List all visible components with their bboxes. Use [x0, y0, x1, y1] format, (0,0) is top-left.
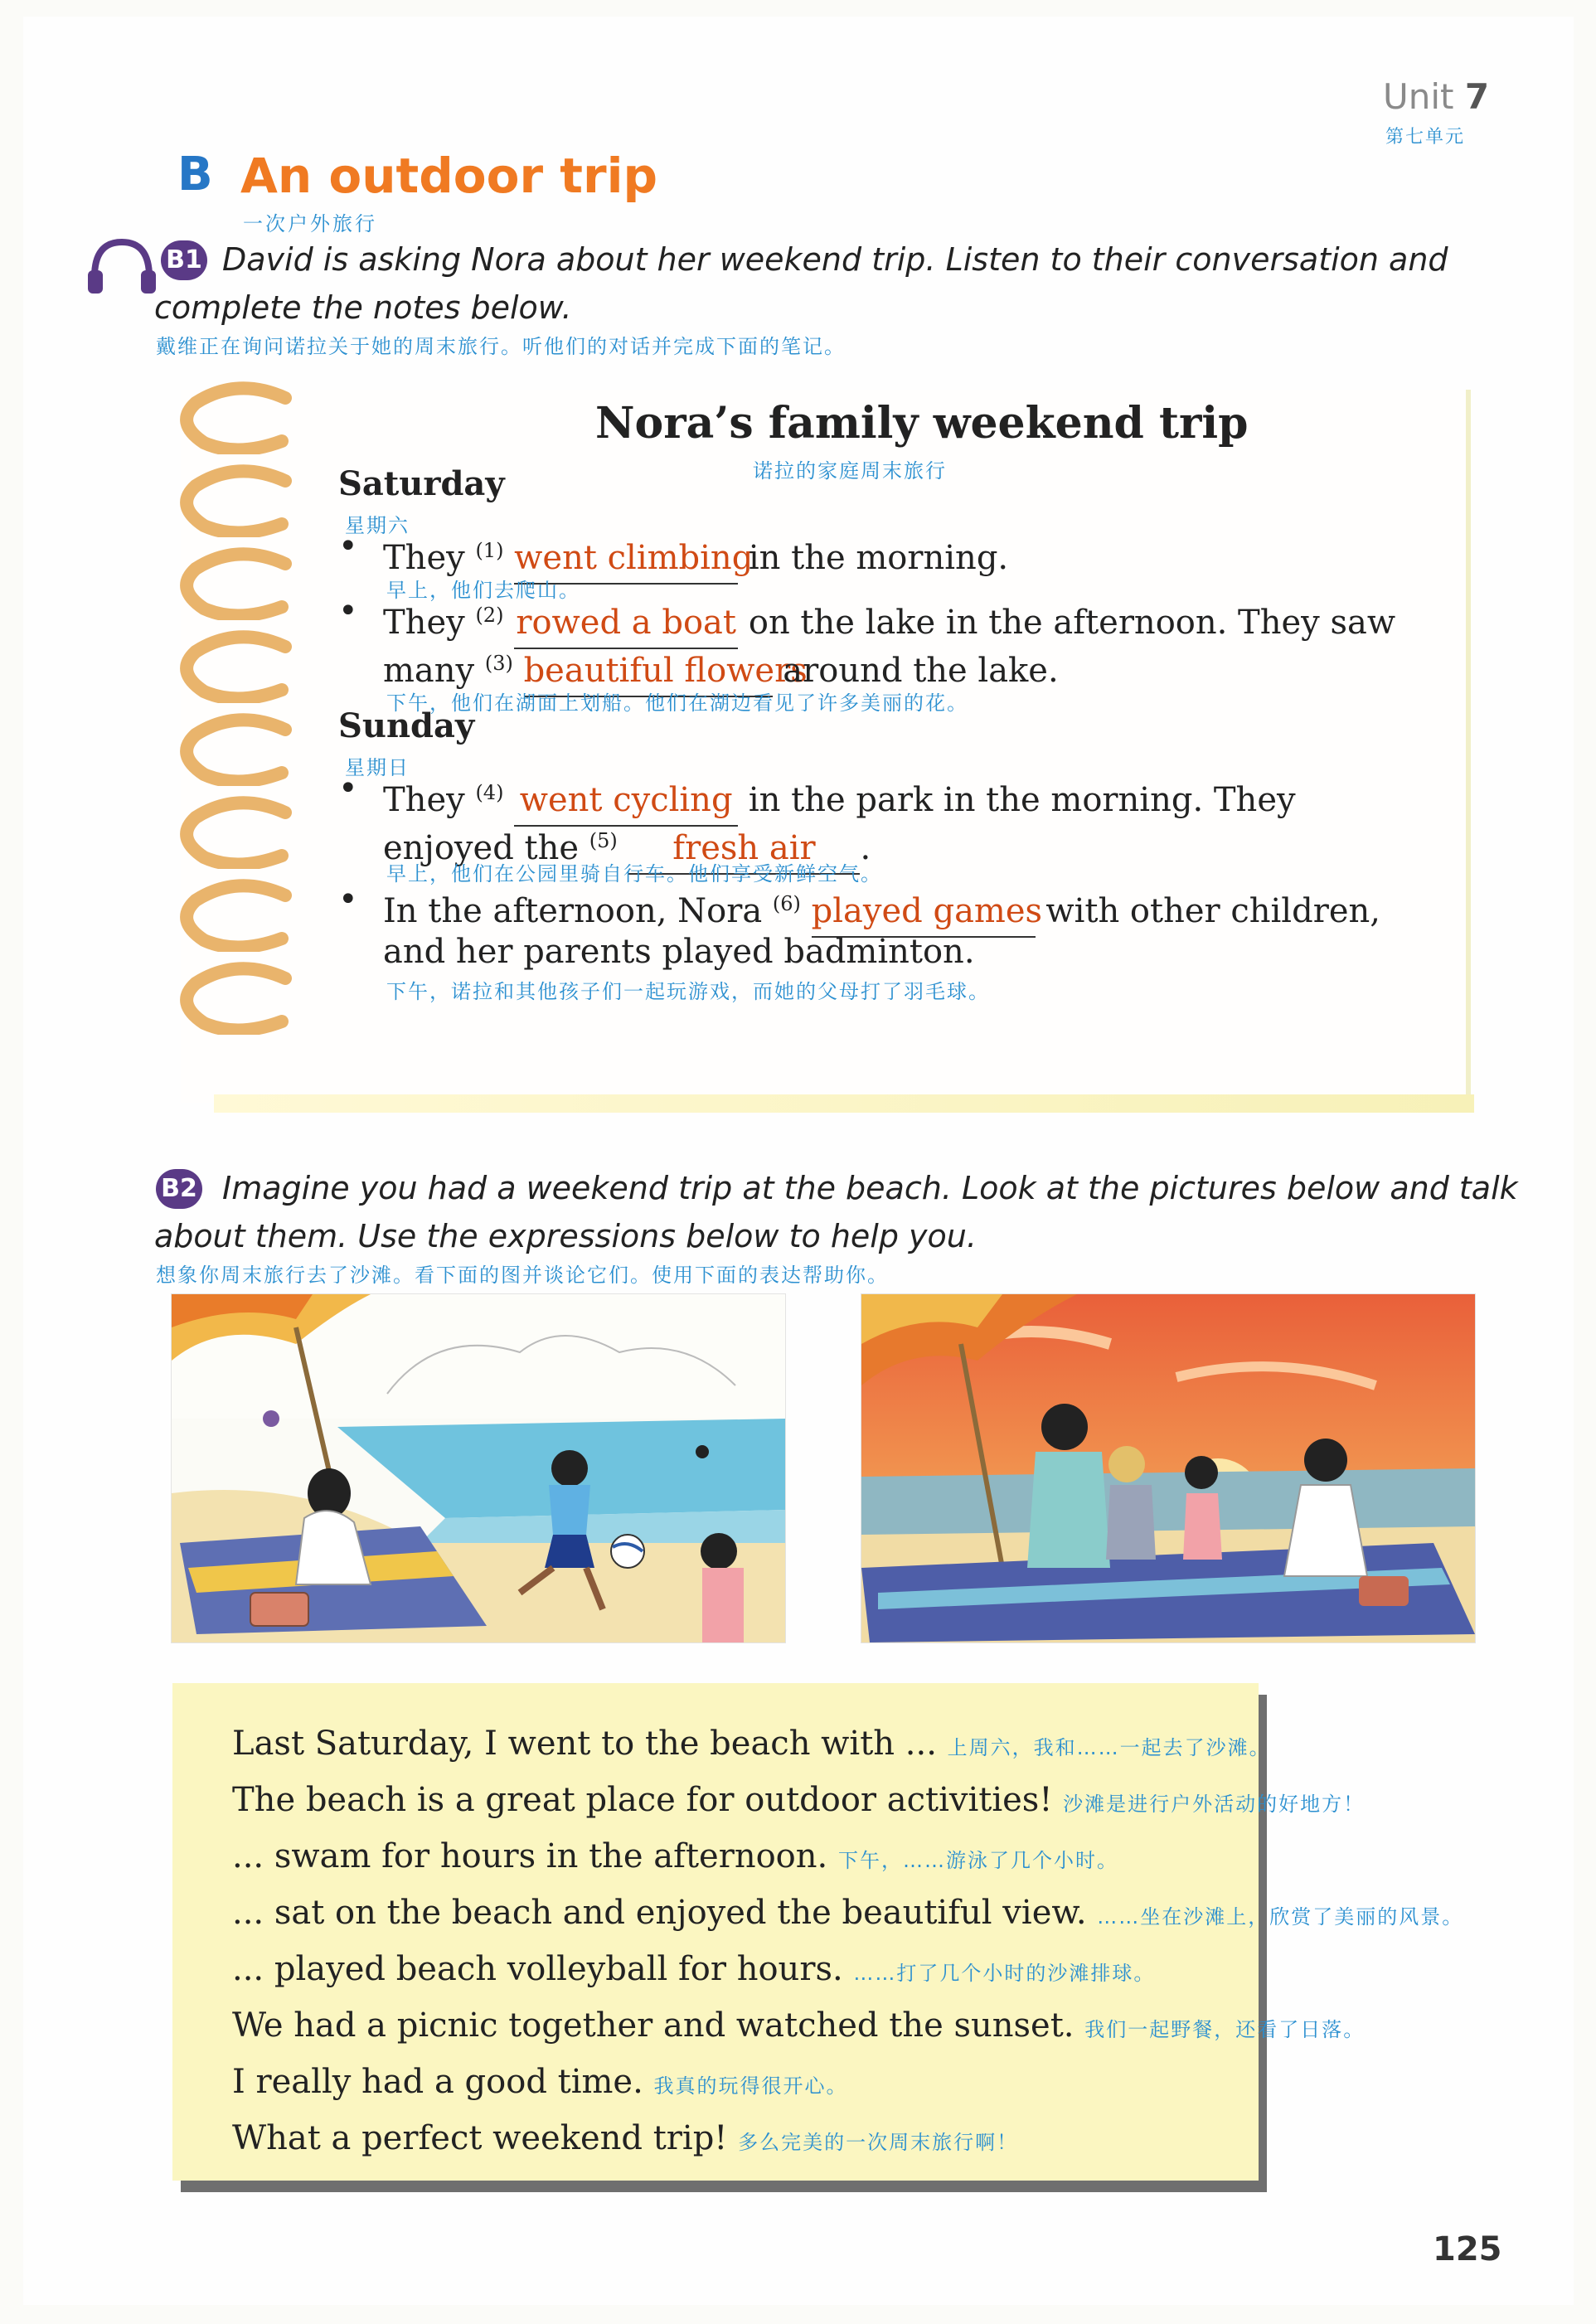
b2-badge: B2 [156, 1169, 202, 1209]
spiral-ring-icon [179, 713, 293, 786]
b2-instruction-line1: Imagine you had a weekend trip at the beach. Look at the pictures below and talk [222, 1170, 1518, 1206]
note-line-4: In the afternoon, Nora $^{(6)}$ played games with other children, [383, 879, 1380, 938]
day-heading-sunday-cn: 星期日 [345, 756, 410, 779]
answer-blank-2[interactable]: rowed a boat [514, 598, 738, 649]
note-line-3b: enjoyed the $^{(5)}$ fresh air . [383, 816, 871, 875]
notes-title: Nora’s family weekend trip [595, 398, 1249, 449]
bullet: • [338, 881, 358, 919]
b2-instruction-line2: about them. Use the expressions below to help you. [154, 1218, 977, 1254]
note-line-3-cn: 早上，他们在公园里骑自行车。他们享受新鲜空气。 [386, 862, 882, 885]
note-line-2-cn: 下午，他们在湖面上划船。他们在湖边看见了许多美丽的花。 [386, 691, 968, 715]
note-line-2b: many $^{(3)}$ beautiful flowers around the lake. [383, 638, 1059, 697]
b1-instruction-line1: David is asking Nora about her weekend trip. Listen to their conversation and [222, 241, 1448, 278]
spiral-ring-icon [179, 879, 293, 952]
section-letter: B [177, 148, 213, 201]
spiral-ring-icon [179, 962, 293, 1035]
spiral-ring-icon [179, 547, 293, 620]
note-line-4b: and her parents played badminton. [383, 933, 975, 971]
note-line-1-cn: 早上，他们去爬山。 [386, 579, 580, 602]
spiral-ring-icon [179, 381, 293, 454]
note-line-2: They $^{(2)}$ rowed a boat on the lake in the afternoon. They saw [383, 590, 1395, 649]
expression-3: ... swam for hours in the afternoon. 下午，……游泳了几个小时。 [232, 1837, 1118, 1875]
expression-2: The beach is a great place for outdoor activities! 沙滩是进行户外活动的好地方！ [232, 1781, 1366, 1819]
expression-6: We had a picnic together and watched the sunset. 我们一起野餐，还看了日落。 [232, 2006, 1366, 2045]
b1-instruction-cn: 戴维正在询问诺拉关于她的周末旅行。听他们的对话并完成下面的笔记。 [156, 335, 846, 358]
note-line-3: They $^{(4)}$ went cycling in the park in the morning. They [383, 768, 1296, 827]
day-heading-sunday: Sunday [338, 706, 475, 745]
spiral-ring-icon [179, 796, 293, 869]
expression-1: Last Saturday, I went to the beach with ... 上周六，我和……一起去了沙滩。 [232, 1725, 1271, 1763]
answer-blank-5[interactable]: fresh air [628, 823, 860, 875]
bullet: • [338, 592, 358, 630]
beach-day-illustration [171, 1293, 786, 1643]
textbook-page [23, 17, 1574, 2305]
notes-card-edge [214, 1094, 1474, 1113]
notes-title-cn: 诺拉的家庭周末旅行 [753, 459, 947, 483]
b1-badge: B1 [161, 240, 207, 280]
expression-7: I really had a good time. 我真的玩得很开心。 [232, 2063, 848, 2101]
sunset-picnic-illustration [861, 1293, 1476, 1643]
section-title-cn: 一次户外旅行 [243, 212, 377, 235]
answer-blank-1[interactable]: went climbing [514, 533, 738, 585]
section-title: An outdoor trip [240, 148, 657, 204]
answer-blank-6[interactable]: played games [812, 886, 1036, 938]
answer-blank-4[interactable]: went cycling [514, 775, 738, 827]
expression-8: What a perfect weekend trip! 多么完美的一次周末旅行啊！ [232, 2119, 1019, 2157]
note-line-4-cn: 下午，诺拉和其他孩子们一起玩游戏，而她的父母打了羽毛球。 [386, 980, 990, 1003]
unit-label-cn: 第七单元 [1385, 127, 1466, 148]
spiral-ring-icon [179, 630, 293, 703]
headphones-icon[interactable] [83, 234, 161, 297]
spiral-ring-icon [179, 464, 293, 537]
note-line-1: They $^{(1)}$ went climbing in the morning. [383, 526, 1008, 585]
bullet: • [338, 527, 358, 565]
bullet: • [338, 769, 358, 808]
day-heading-saturday: Saturday [338, 464, 505, 503]
b2-instruction-cn: 想象你周末旅行去了沙滩。看下面的图并谈论它们。使用下面的表达帮助你。 [156, 1264, 889, 1287]
day-heading-saturday-cn: 星期六 [345, 514, 410, 537]
expression-5: ... played beach volleyball for hours. ……打了几个小时的沙滩排球。 [232, 1950, 1156, 1988]
answer-blank-3[interactable]: beautiful flowers [524, 646, 773, 697]
expression-4: ... sat on the beach and enjoyed the beautiful view. ……坐在沙滩上，欣赏了美丽的风景。 [232, 1894, 1464, 1932]
unit-label: Unit 7 [1383, 76, 1490, 117]
b1-instruction-line2: complete the notes below. [154, 289, 572, 326]
page-number: 125 [1433, 2230, 1502, 2268]
